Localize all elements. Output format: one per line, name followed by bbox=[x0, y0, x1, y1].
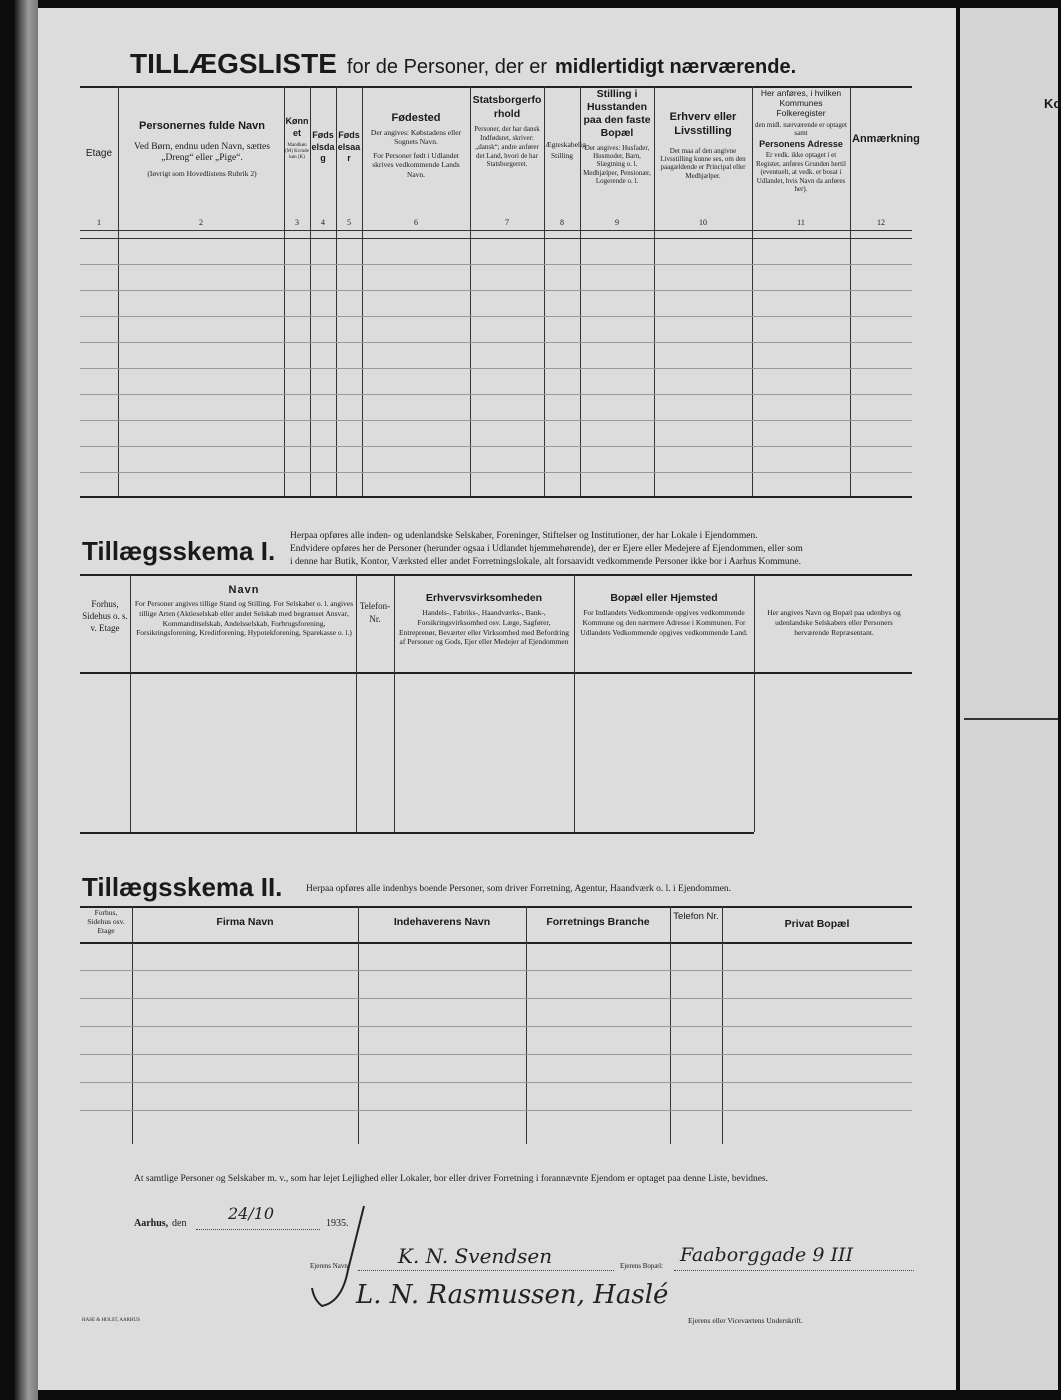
adjacent-page-fragment: Ko bbox=[1044, 96, 1061, 111]
tl-col-divider bbox=[654, 86, 655, 496]
tl-head-erhverv bbox=[658, 110, 748, 180]
tl-row-line bbox=[80, 316, 912, 317]
s2-col-divider bbox=[358, 906, 359, 1144]
s1-col-divider bbox=[130, 574, 131, 832]
tl-head-erhverv-title: Erhverv eller Livsstilling bbox=[669, 111, 737, 138]
tl-head-stilling-title: Stilling i Husstanden paa den faste Bopæl bbox=[583, 88, 651, 140]
tl-head-etage: Etage bbox=[85, 148, 113, 159]
s1-head-navn-sub: For Personer angives tillige Stand og Stilling. For Selskaber o. l. angives tillige Arten (Aktieselskab eller andet Selskab med begrænset Ansvar, Kommanditselskab, Andelsselskab, Forbrugsforening, Forsikringsforening, Kreditforening, Hypotekforening, Sparekasse o. l.) bbox=[134, 599, 354, 638]
tl-head-navn-sub: Ved Børn, endnu uden Navn, sættes „Dreng“ eller „Pige“. bbox=[134, 142, 270, 164]
s2-row-line bbox=[80, 970, 912, 971]
tl-col-divider bbox=[362, 86, 363, 496]
s1-header-rule bbox=[80, 672, 912, 674]
s1-head-bopael-sub: For Indlandets Vedkommende opgives vedkommende Kommune og den nærmere Adresse i Kommunen. For Udlandets Vedkommende opgives vedkommende Land. bbox=[580, 608, 748, 637]
tl-head-erhverv-sub: Det maa af den angivne Livsstilling kunne ses, om den paagældende er Principal eller Medhjælper. bbox=[660, 146, 746, 180]
tl-head-aegteskab: Ægteskabelig Stilling bbox=[545, 140, 586, 160]
tl-head-statsborger bbox=[472, 94, 542, 169]
s1-head-bopael-title: Bopæl eller Hjemsted bbox=[610, 592, 718, 604]
footer-declaration: At samtlige Personer og Selskaber m. v., som har lejet Lejlighed eller Lokaler, bor eller driver Forretning i forannævnte Ejendom er optaget paa denne Liste, bevidnes. bbox=[134, 1174, 768, 1184]
tl-head-adresse-title: Personens Adresse bbox=[759, 139, 843, 150]
skema1-intro-line: Herpaa opføres alle inden- og udenlandske Selskaber, Foreninger, Stiftelser og Institutioner, der har Lokale i Ejendommen. bbox=[290, 531, 758, 541]
tl-row-line bbox=[80, 264, 912, 265]
s1-head-etage: Forhus, Sidehus o. s. v. Etage bbox=[82, 599, 128, 634]
tl-col-number: 10 bbox=[699, 218, 707, 227]
tl-head-foedested bbox=[366, 112, 466, 179]
tl-row-line bbox=[80, 290, 912, 291]
s2-row-line bbox=[80, 1054, 912, 1055]
bopael-label: Ejerens Bopæl: bbox=[620, 1262, 663, 1270]
tl-col-number: 1 bbox=[97, 218, 101, 227]
title-main: TILLÆGSLISTE bbox=[130, 48, 337, 79]
tl-col-number: 11 bbox=[797, 218, 805, 227]
tl-head-stilling bbox=[583, 88, 651, 185]
s1-head-repraesentant: Her angives Navn og Bopæl paa udenbys og udenlandske Selskabers eller Personers herværende Repræsentant. bbox=[767, 608, 901, 637]
tl-row-line bbox=[80, 394, 912, 395]
tl-head-statsborger-sub: Personer, der har dansk Indfødsret, skriver: „dansk“; andre anfører det Land, hvori de har Statsborgerret. bbox=[474, 125, 540, 169]
s1-col-divider bbox=[754, 574, 755, 832]
tl-head-stilling-sub: Der angives: Husfader, Husmoder, Barn, Slægtning o. l. Medhjælper, Pensionær, Logerende o. l. bbox=[583, 143, 651, 186]
title-bold: midlertidigt nærværende. bbox=[555, 56, 797, 78]
tl-col-divider bbox=[752, 86, 753, 496]
tl-head-foedselsdag: Fødselsdag bbox=[311, 130, 335, 164]
signature-handwritten: L. N. Rasmussen, Haslé bbox=[356, 1280, 669, 1310]
skema1-title: Tillægsskema I. bbox=[82, 536, 276, 566]
bopael-handwritten: Faaborggade 9 III bbox=[680, 1244, 853, 1266]
tl-body-rule bbox=[80, 238, 912, 239]
tl-head-anmaerkning: Anmærkning bbox=[852, 133, 920, 145]
s1-head-navn bbox=[134, 584, 354, 638]
footer-den: den bbox=[172, 1218, 187, 1229]
s1-head-erhverv bbox=[398, 592, 570, 647]
s2-head-telefon: Telefon Nr. bbox=[673, 911, 719, 922]
s1-bottom-rule bbox=[80, 832, 754, 834]
s2-col-divider bbox=[722, 906, 723, 1144]
date-handwritten: 24/10 bbox=[228, 1204, 275, 1223]
s2-head-etage: Forhus, Sidehus osv. Etage bbox=[87, 908, 125, 935]
tl-bottom-rule bbox=[80, 496, 912, 498]
tl-header-rule bbox=[80, 230, 912, 231]
s2-col-divider bbox=[526, 906, 527, 1144]
tl-row-line bbox=[80, 446, 912, 447]
s2-row-line bbox=[80, 1110, 912, 1111]
s1-head-bopael bbox=[578, 592, 750, 637]
s2-row-line bbox=[80, 1082, 912, 1083]
s2-head-firma: Firma Navn bbox=[216, 916, 274, 928]
s2-head-indehaver: Indehaverens Navn bbox=[393, 916, 491, 928]
signature-check-stroke bbox=[308, 1202, 368, 1312]
skema1-intro-line: i denne har Butik, Kontor, Værksted eller andet Forretningslokale, alt forsaavidt vedkommende Personer ikke bor i Aarhus Kommune. bbox=[290, 556, 802, 567]
tl-row-line bbox=[80, 420, 912, 421]
tl-row-line bbox=[80, 368, 912, 369]
skema1-intro-line: Endvidere opføres her de Personer (herunder ogsaa i Udlandet hjemmehørende), der er Ejere eller Medejere af Ejendommen, eller som bbox=[290, 543, 803, 554]
form-page bbox=[38, 8, 956, 1390]
s1-head-erhverv-sub: Handels-, Fabriks-, Haandværks-, Bank-, Forsikringsvirksomhed osv. Læge, Sagfører, Entreprenør, Beværter eller Virksomhed med Befordring af Personer og Gods, Ejer eller Medejer af Ejendommen bbox=[399, 608, 569, 647]
tl-col-divider bbox=[470, 86, 471, 496]
tl-row-line bbox=[80, 472, 912, 473]
tl-head-navn-title: Personernes fulde Navn bbox=[139, 120, 265, 132]
s1-col-divider bbox=[574, 574, 575, 832]
skema2-title: Tillægsskema II. bbox=[82, 872, 283, 902]
signature-label: Ejerens eller Viceværtens Underskrift. bbox=[688, 1316, 803, 1325]
tl-head-statsborger-title: Statsborgerforhold bbox=[472, 94, 542, 120]
owner-line bbox=[358, 1270, 614, 1271]
tl-head-foedested-title: Fødested bbox=[391, 112, 441, 124]
tl-head-navn bbox=[122, 120, 282, 178]
owner-handwritten: K. N. Svendsen bbox=[398, 1244, 553, 1268]
tl-head-koennet-title: Kønnet bbox=[285, 116, 309, 138]
tl-head-folkeregister-title: Her anføres, i hvilken Kommunes Folkeregister bbox=[760, 88, 842, 119]
s2-top-rule bbox=[80, 906, 912, 908]
tl-col-divider bbox=[850, 86, 851, 496]
s2-row-line bbox=[80, 1026, 912, 1027]
tl-col-divider bbox=[118, 86, 119, 496]
tl-col-number: 7 bbox=[505, 218, 509, 227]
tl-head-navn-sub2: (Iøvrigt som Hovedlistens Rubrik 2) bbox=[147, 168, 257, 178]
tl-row-line bbox=[80, 342, 912, 343]
date-line bbox=[196, 1229, 320, 1230]
tl-col-number: 9 bbox=[615, 218, 619, 227]
book-spine-edge bbox=[14, 0, 38, 1400]
s2-col-divider bbox=[132, 906, 133, 1144]
s2-head-bopael: Privat Bopæl bbox=[784, 918, 850, 930]
tl-head-adresse-sub: Er vedk. ikke optaget i et Register, anføres Grunden hertil (eventuelt, at vedk. er bosat i Udlandet, hvis Navn da anføres her). bbox=[756, 151, 846, 193]
s2-header-rule bbox=[80, 942, 912, 944]
printer-mark: HASE & HOLST, AARHUS bbox=[82, 1318, 140, 1323]
s2-col-divider bbox=[670, 906, 671, 1144]
bopael-line bbox=[674, 1270, 914, 1271]
footer-year: 1935. bbox=[326, 1218, 349, 1229]
tl-head-foedselsaar: Fødselsaar bbox=[337, 130, 361, 164]
tl-head-folkeregister bbox=[754, 88, 848, 193]
tl-col-number: 5 bbox=[347, 218, 351, 227]
footer-city: Aarhus, bbox=[134, 1218, 169, 1229]
title-for: for de Personer, der er bbox=[346, 56, 547, 78]
tl-col-number: 12 bbox=[877, 218, 885, 227]
tl-col-number: 3 bbox=[295, 218, 299, 227]
adjacent-page bbox=[960, 8, 1061, 1390]
tl-col-number: 8 bbox=[560, 218, 564, 227]
tl-col-number: 2 bbox=[199, 218, 203, 227]
s1-top-rule bbox=[80, 574, 912, 576]
tl-col-number: 4 bbox=[321, 218, 325, 227]
s1-head-telefon: Telefon-Nr. bbox=[359, 601, 391, 624]
skema1-intro bbox=[290, 530, 914, 568]
tl-head-folkeregister-sub: den midl. nærværende er optaget samt bbox=[755, 120, 847, 137]
page-title bbox=[130, 48, 796, 80]
skema2-intro: Herpaa opføres alle indenbys boende Personer, som driver Forretning, Agentur, Haandværk o. l. i Ejendommen. bbox=[306, 884, 732, 894]
s2-row-line bbox=[80, 998, 912, 999]
s2-head-branche: Forretnings Branche bbox=[546, 916, 650, 928]
tl-head-koennet-sub: Mandkøn (M) Kvindekøn (K) bbox=[285, 143, 309, 161]
tl-head-foedested-sub: Der angives: Købstadens eller Sognets Navn. bbox=[370, 128, 462, 147]
owner-label: Ejerens Navn: bbox=[310, 1262, 350, 1270]
s1-head-erhverv-title: Erhvervsvirksomheden bbox=[425, 592, 543, 604]
s1-col-divider bbox=[394, 574, 395, 832]
tl-head-koennet bbox=[284, 116, 310, 161]
tl-col-number: 6 bbox=[414, 218, 418, 227]
s1-head-navn-title: Navn bbox=[228, 584, 260, 596]
tl-head-foedested-sub2: For Personer født i Udlandet skrives vedkommende Lands Navn. bbox=[372, 150, 460, 179]
adjacent-page-rule bbox=[964, 718, 1058, 720]
